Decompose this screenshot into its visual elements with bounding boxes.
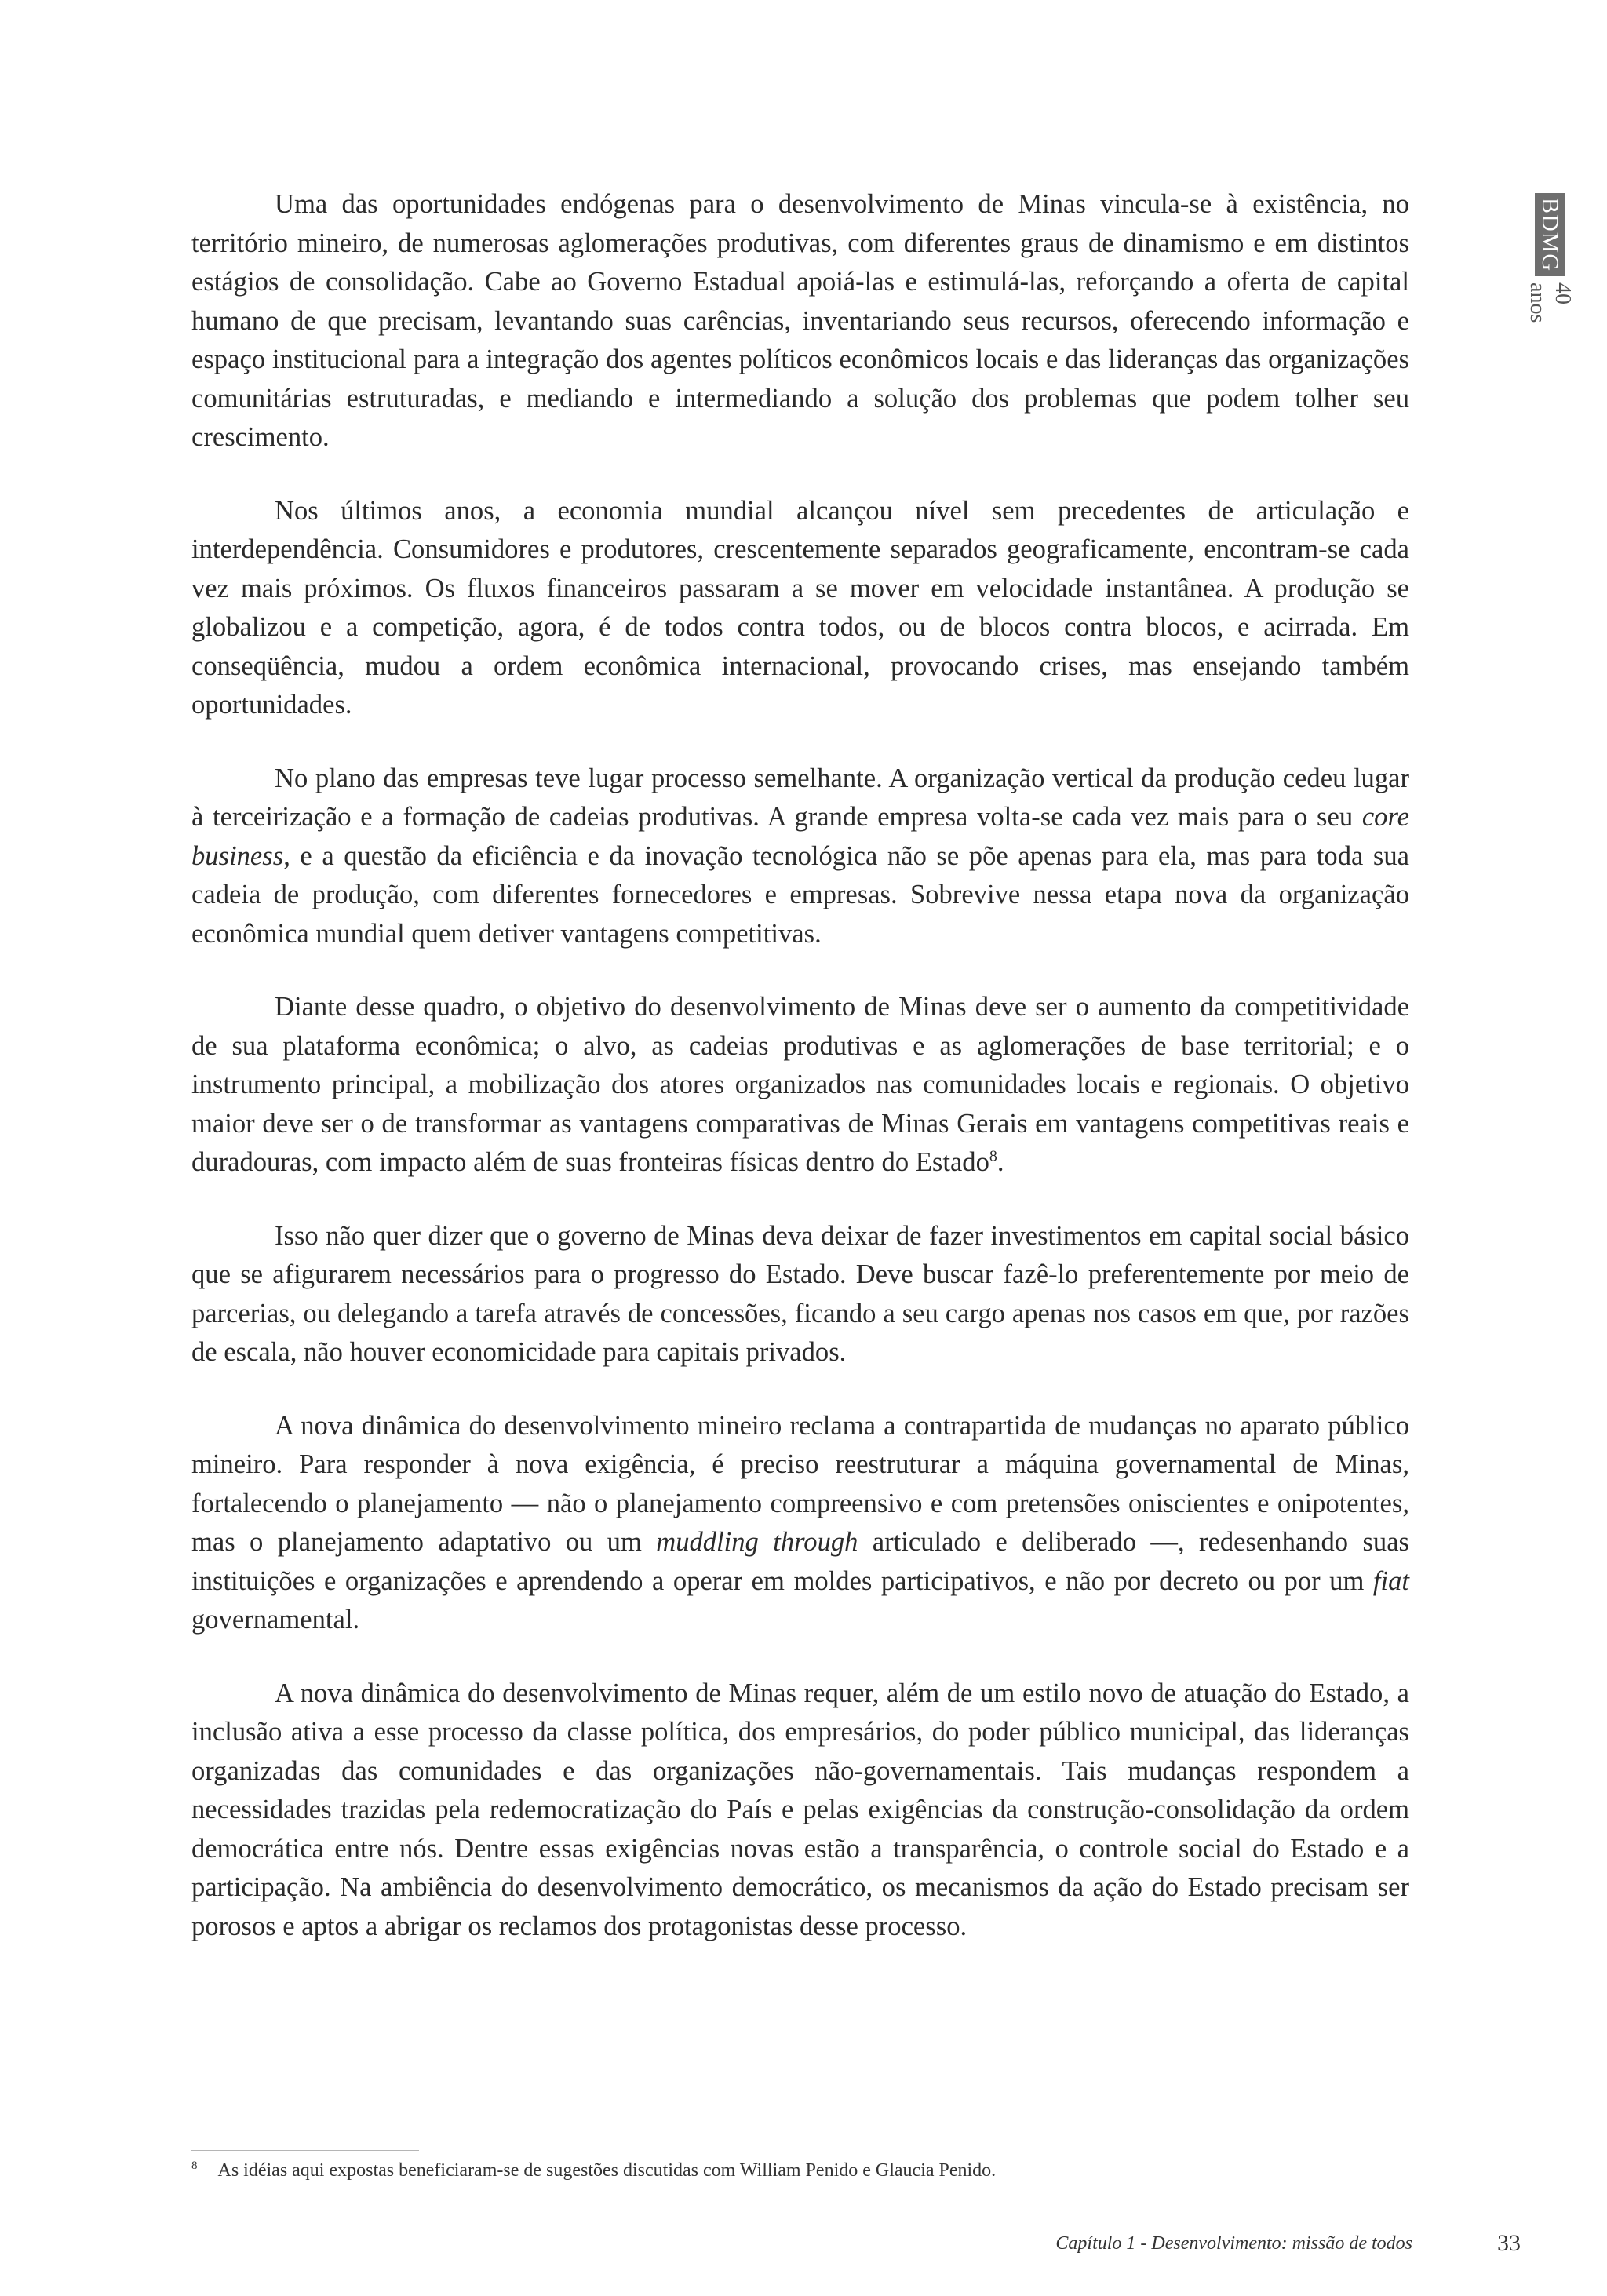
footnote-marker: 8 — [191, 2159, 198, 2172]
paragraph: A nova dinâmica do desenvolvimento mineiro reclama a contrapartida de mudanças no aparato público mineiro. Para responder à nova exigência, é preciso reestruturar a máquina governamental de Minas, fortalecendo o planejamento — não o planejamento compreensivo e com pretensões oniscientes e onipotentes, mas o planejamento adaptativo ou um muddling through articulado e deliberado —, redesenhando suas instituições e organizações e aprendendo a operar em moldes participativos, e não por decreto ou por um fiat governamental. — [191, 1410, 1409, 1635]
brand-label: BDMG — [1535, 193, 1565, 276]
footnote-text: As idéias aqui expostas beneficiaram-se de sugestões discutidas com William Penido e Glaucia Penido. — [217, 2160, 997, 2181]
anniversary-label: 40 anos — [1525, 282, 1575, 323]
italic-term: core business — [191, 802, 1409, 871]
footnote-reference[interactable]: 8 — [989, 1147, 997, 1165]
paragraph: No plano das empresas teve lugar processo semelhante. A organização vertical da produção cedeu lugar à terceirização e a formação de cadeias produtivas. A grande empresa volta-se cada vez mais para o seu core business, e a questão da eficiência e da inovação tecnológica não se põe apenas para ela, mas para toda sua cadeia de produção, com diferentes fornecedores e empresas. Sobrevive nessa etapa nova da organização econômica mundial quem detiver vantagens competitivas. — [191, 763, 1409, 949]
side-tab — [1525, 193, 1575, 323]
paragraph: Diante desse quadro, o objetivo do desenvolvimento de Minas deve ser o aumento da competitividade de sua plataforma econômica; o alvo, as cadeias produtivas e as aglomerações de base territorial; e o instrumento principal, a mobilização dos atores organizados nas comunidades locais e regionais. O objetivo maior deve ser o de transformar as vantagens comparativas de Minas Gerais em vantagens competitivas reais e duradouras, com impacto além de suas fronteiras físicas dentro do Estado$^8$. — [191, 992, 1409, 1177]
page-number: 33 — [1497, 2230, 1521, 2256]
italic-term: muddling through — [656, 1527, 858, 1557]
italic-term: fiat — [1372, 1565, 1409, 1596]
running-footer: Capítulo 1 - Desenvolvimento: missão de todos — [1055, 2233, 1412, 2254]
paragraph: Nos últimos anos, a economia mundial alcançou nível sem precedentes de articulação e interdependência. Consumidores e produtores, crescentemente separados geograficamente, encontram-se cada vez mais próximos. Os fluxos financeiros passaram a se mover em velocidade instantânea. A produção se globalizou e a competição, agora, é de todos contra todos, ou de blocos contra blocos, e acirrada. Em conseqüência, mudou a ordem econômica internacional, provocando crises, mas ensejando também oportunidades. — [191, 495, 1409, 720]
footnote-divider — [191, 2150, 419, 2151]
paragraph: Uma das oportunidades endógenas para o desenvolvimento de Minas vincula-se à existência, no território mineiro, de numerosas aglomerações produtivas, com diferentes graus de dinamismo e em distintos estágios de consolidação. Cabe ao Governo Estadual apoiá-las e estimulá-las, reforçando a oferta de capital humano de que precisam, levantando suas carências, inventariando seus recursos, oferecendo informação e espaço institucional para a integração dos agentes políticos econômicos locais e das lideranças das organizações comunitárias estruturadas, e mediando e intermediando a solução dos problemas que podem tolher seu crescimento. — [191, 189, 1409, 452]
body-text — [191, 185, 1409, 1981]
paragraph: Isso não quer dizer que o governo de Minas deva deixar de fazer investimentos em capital social básico que se afigurarem necessários para o progresso do Estado. Deve buscar fazê-lo preferentemente por meio de parcerias, ou delegando a tarefa através de concessões, ficando a seu cargo apenas nos casos em que, por razões de escala, não houver economicidade para capitais privados. — [191, 1220, 1409, 1367]
paragraph: A nova dinâmica do desenvolvimento de Minas requer, além de um estilo novo de atuação do Estado, a inclusão ativa a esse processo da classe política, dos empresários, do poder público municipal, das lideranças organizadas das comunidades e das organizações não-governamentais. Tais mudanças respondem a necessidades trazidas pela redemocratização do País e pelas exigências da construção-consolidação da ordem democrática entre nós. Dentre essas exigências novas estão a transparência, o controle social do Estado e a participação. Na ambiência do desenvolvimento democrático, os mecanismos da ação do Estado precisam ser porosos e aptos a abrigar os reclamos dos protagonistas desse processo. — [191, 1678, 1409, 1941]
footnote — [191, 2158, 1416, 2183]
